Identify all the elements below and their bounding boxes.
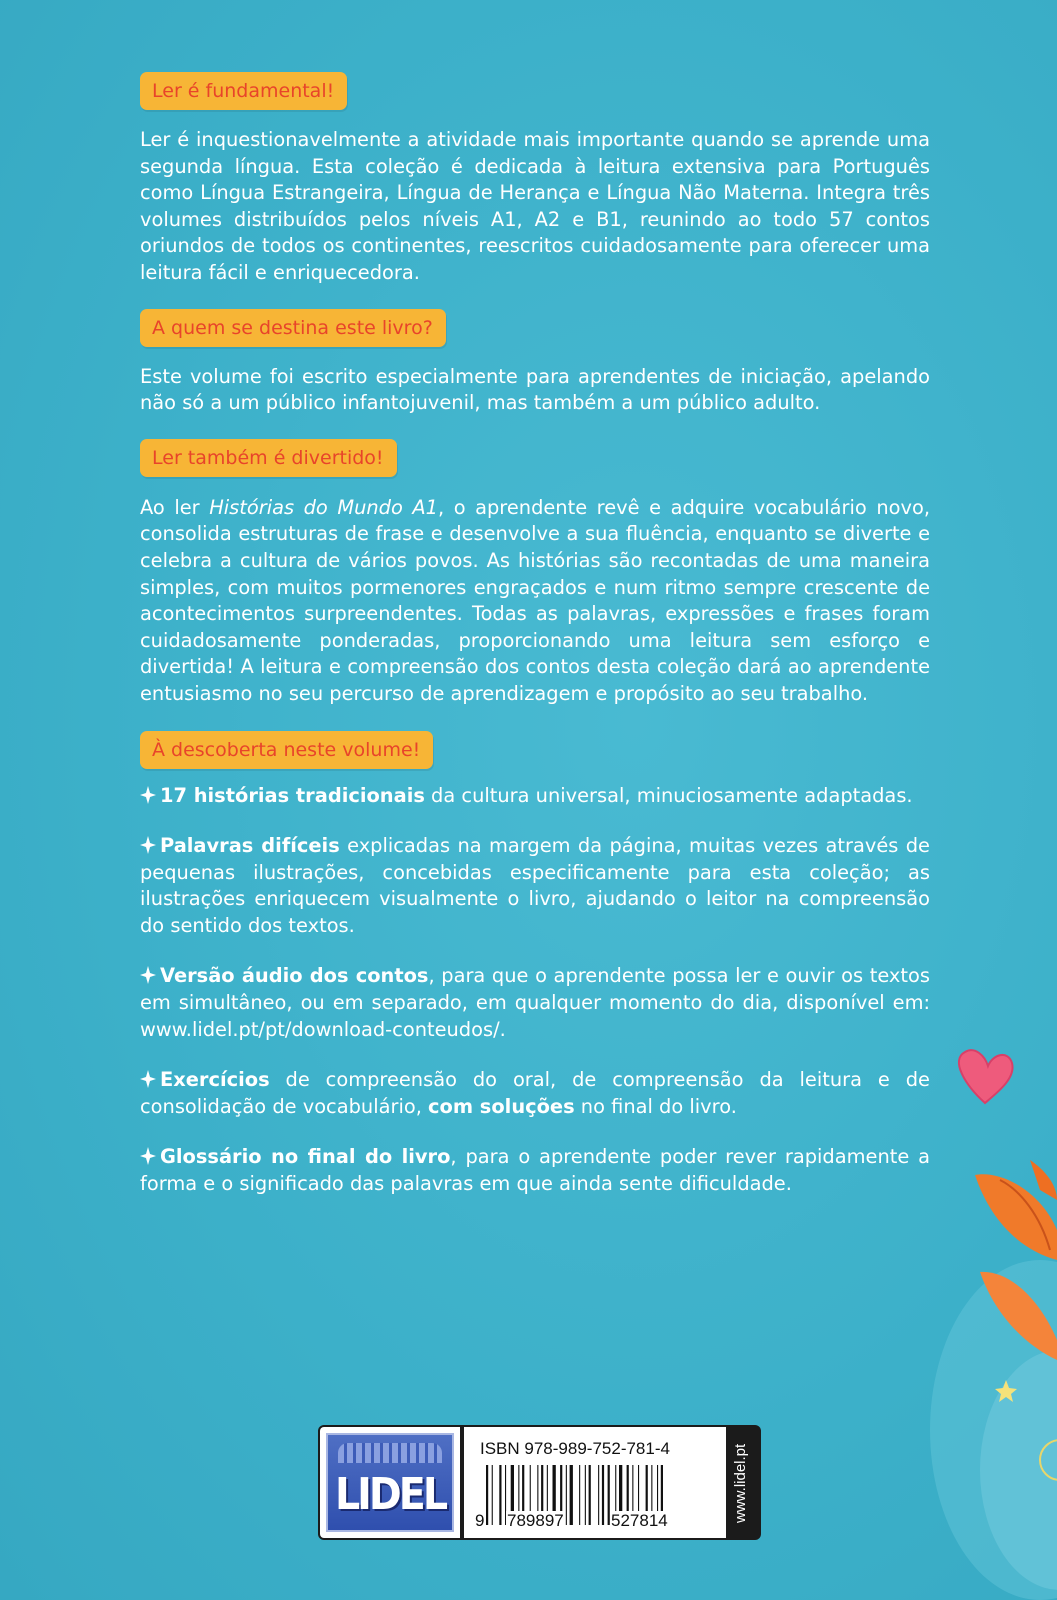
barcode-bar: [486, 1465, 488, 1525]
feature-bullet: [140, 1144, 930, 1197]
feature-text: , para o aprendente poder rever rapidamente a forma e o significado das palavras em que ainda sente dificuldade.: [140, 1145, 930, 1196]
ean-first-digit: 9: [475, 1511, 485, 1530]
barcode-bar: [570, 1465, 573, 1525]
feature-text: , para que o aprendente possa ler e ouvir os textos em simultâneo, ou em separado, em qualquer momento do dia, disponível em: www.lidel.pt/pt/download-conteudos/.: [140, 964, 930, 1041]
feature-text: da cultura universal, minuciosamente adaptadas.: [424, 783, 913, 807]
barcode-bar: [585, 1465, 586, 1525]
feature-text: explicadas na margem da página, muitas vezes através de pequenas ilustrações, concebidas especificamente para esta coleção; as ilustrações enriquecem visualmente o livro, ajudando o leitor na compreensão do sentido dos textos.: [140, 834, 930, 937]
section-title-fundamental: Ler é fundamental!: [140, 72, 347, 110]
section-paragraph-audience: Este volume foi escrito especialmente para aprendentes de iniciação, apelando não só a um público infantojuvenil, mas também a um público adulto.: [140, 364, 930, 415]
ean-right-digits: 527814: [611, 1511, 668, 1530]
feature-bold: Palavras difíceis: [160, 834, 340, 858]
sparkle-bullet-icon: [140, 786, 156, 804]
book-title: Histórias do Mundo A1: [209, 495, 438, 519]
ean-left-digits: 789897: [507, 1511, 564, 1530]
feature-bold: com soluções: [428, 1094, 575, 1118]
section-title-audience: A quem se destina este livro?: [140, 309, 446, 347]
back-cover-text: [140, 72, 930, 1198]
section-title-discovery: À descoberta neste volume!: [140, 731, 433, 769]
feature-text: de compreensão do oral, de compreensão da leitura e de consolidação de vocabulário,: [140, 1068, 930, 1118]
feature-bold: Exercícios: [160, 1068, 270, 1092]
feature-bullet: [140, 963, 930, 1043]
section-paragraph-fundamental: Ler é inquestionavelmente a atividade mais importante quando se aprende uma segunda língua. Esta coleção é dedicada à leitura extensiva para Português como Língua Estrangeira, Língua de Herança e Língua Não Materna. Integra três volumes distribuídos pelos níveis A1, A2 e B1, reunindo ao todo 57 contos oriundos de todos os continentes, reescritos cuidadosamente para oferecer uma leitura fácil e enriquecedora.: [140, 128, 930, 284]
sparkle-bullet-icon: [140, 966, 156, 984]
heart-icon: [959, 1050, 1013, 1103]
barcode-bar: [492, 1465, 493, 1525]
feature-bullet: [140, 1067, 930, 1120]
feature-bold: Versão áudio dos contos: [160, 964, 429, 988]
feature-text: no final do livro.: [574, 1094, 737, 1118]
publisher-barcode-block: [318, 1425, 761, 1540]
barcode-bar: [589, 1465, 591, 1525]
sparkle-bullet-icon: [140, 1147, 156, 1165]
barcode-bar: [579, 1465, 580, 1525]
barcode-bar: [602, 1465, 604, 1525]
feature-bullet: [140, 833, 930, 939]
publisher-logo: [320, 1427, 460, 1538]
publisher-website: www.lidel.pt: [732, 1443, 749, 1523]
barcode-bar: [499, 1465, 501, 1525]
feature-bullet: [140, 783, 930, 810]
barcode-bar: [598, 1465, 599, 1525]
publisher-logo-text: LIDEL: [334, 1469, 446, 1520]
sparkle-bullet-icon: [140, 1070, 156, 1088]
feature-bold: Glossário no final do livro: [160, 1145, 451, 1169]
leaf-icon: [1030, 1160, 1057, 1200]
feature-bold: 17 histórias tradicionais: [160, 783, 425, 807]
fun-text-pre: Ao ler: [140, 495, 210, 519]
isbn-label: ISBN 978-989-752-781-4: [480, 1439, 670, 1458]
section-title-fun: Ler também é divertido!: [140, 439, 397, 477]
sparkle-bullet-icon: [140, 836, 156, 854]
barcode: [464, 1427, 726, 1538]
section-paragraph-fun: [140, 495, 930, 708]
fun-text-post: , o aprendente revê e adquire vocabulário novo, consolida estruturas de frase e desenvolve a sua fluência, enquanto se diverte e celebra a cultura de vários povos. As histórias são recontadas de uma maneira simples, com muitos pormenores engraçados e num ritmo sempre crescente de acontecimentos surpreendentes. Todas as palavras, expressões e frases foram cuidadosamente ponderadas, proporcionando uma leitura sem esforço e divertida! A leitura e compreensão dos contos desta coleção dará ao aprendente entusiasmo no seu percurso de aprendizagem e propósito ao seu trabalho.: [140, 495, 930, 705]
barcode-bar: [566, 1465, 567, 1525]
